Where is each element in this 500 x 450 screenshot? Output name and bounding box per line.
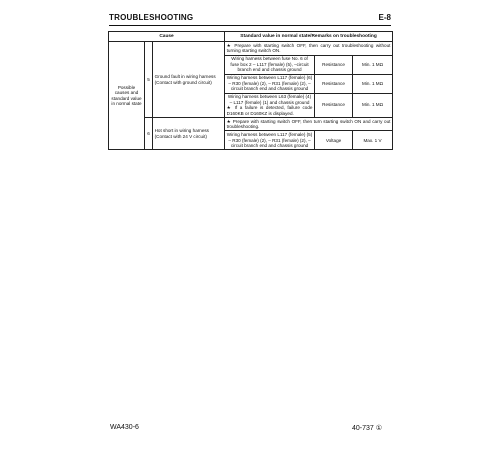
check-text: Wiring harness between L63 (female) (4) – L117 (female) (1) and chassis ground [227,94,312,105]
cause-number: 5 [145,42,153,118]
check-description: Wiring harness between fuse No. 6 of fuse box 2 – L117 (female) (5), –circuit branch end and chassis ground [225,55,315,74]
check-description: Wiring harness between L117 (female) (6) – R30 (female) (2), – R31 (female) (2), –circuit branch end and chassis ground [225,74,315,93]
troubleshooting-table [108,31,393,150]
page-header [109,13,391,26]
check-description: Wiring harness between L117 (female) (5) – R30 (female) (2), – R31 (female) (2), – circuit branch end and chassis ground [225,131,315,150]
cause-number: 6 [145,118,153,150]
cause-column-header: Cause [109,32,225,42]
page-number: 40-737 ① [352,425,383,432]
model-number: WA430-6 [110,424,139,431]
cause-description: Hot short in wiring harness (Contact with 24 V circuit) [153,118,225,150]
check-value: Min. 1 MΩ [353,55,393,74]
prep-note: ★ Prepare with starting switch OFF, then carry out troubleshooting without turning starting switch ON. [225,42,393,55]
standard-column-header: Standard value in normal state/Remarks on troubleshooting [225,32,393,42]
check-quantity: Resistance [315,74,353,93]
section-code: E-8 [378,13,391,22]
table-header-row [109,32,393,42]
table-row [109,42,393,55]
table-row [109,118,393,131]
check-quantity: Resistance [315,93,353,118]
possible-causes-label: Possible causes and standard value in normal state [109,42,145,150]
section-title: TROUBLESHOOTING [109,13,194,22]
check-value: Min. 1 MΩ [353,74,393,93]
cause-description: Ground fault in wiring harness (Contact with ground circuit) [153,42,225,118]
prep-note: ★ Prepare with starting switch OFF, then turn starting switch ON and carry out troubleshooting. [225,118,393,131]
check-quantity: Voltage [315,131,353,150]
failure-note: ★ If a failure is detected, failure code D160KB or D160KZ is displayed. [226,105,313,116]
check-value: Max. 1 V [353,131,393,150]
check-description [225,93,315,118]
check-value: Min. 1 MΩ [353,93,393,118]
check-quantity: Resistance [315,55,353,74]
